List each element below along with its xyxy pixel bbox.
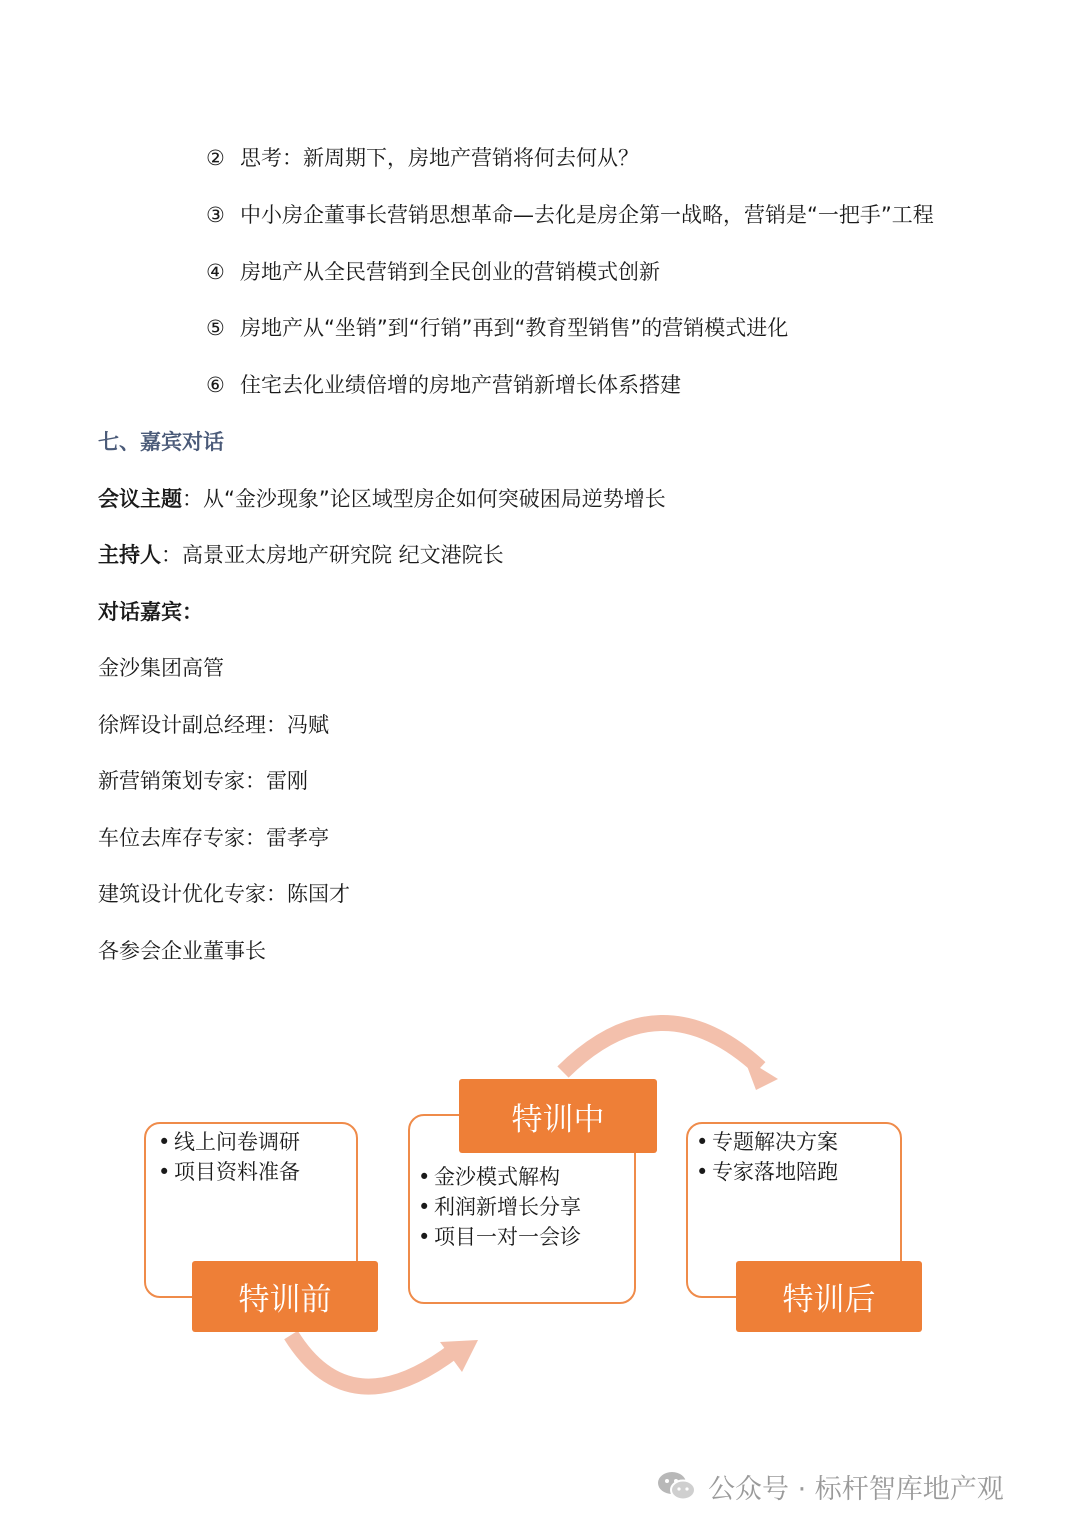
guest-item: 车位去库存专家：雷孝亭 (98, 826, 329, 850)
wechat-icon (656, 1468, 698, 1504)
during-label: 特训中 (459, 1079, 657, 1153)
bullet-item: • 专题解决方案 (696, 1130, 838, 1154)
section-title: 七、嘉宾对话 (98, 430, 224, 454)
arrow-bottom (291, 1335, 455, 1387)
list-item: ② 思考：新周期下，房地产营销将何去何从？ (206, 146, 639, 170)
guest-item: 新营销策划专家：雷刚 (98, 769, 308, 793)
list-item: ③ 中小房企董事长营销思想革命—去化是房企第一战略，营销是“一把手”工程 (206, 203, 934, 227)
meeting-topic: 会议主题：从“金沙现象”论区域型房企如何突破困局逆势增长 (98, 487, 666, 511)
during-bullets (418, 1162, 581, 1252)
before-bullets (158, 1127, 300, 1187)
bullet-item: • 专家落地陪跑 (696, 1160, 838, 1184)
footer-text: 公众号 · 标杆智库地产观 (708, 1473, 1004, 1505)
bullet-item: • 项目资料准备 (158, 1160, 300, 1184)
list-item: ④ 房地产从全民营销到全民创业的营销模式创新 (206, 260, 660, 284)
guest-item: 建筑设计优化专家：陈国才 (98, 882, 350, 906)
list-item: ⑤ 房地产从“坐销”到“行销”再到“教育型销售”的营销模式进化 (206, 316, 789, 340)
guest-item: 金沙集团高管 (98, 656, 224, 680)
footer-watermark (656, 1466, 1004, 1506)
guests-label: 对话嘉宾： (98, 600, 203, 624)
bullet-item: • 线上问卷调研 (158, 1130, 300, 1154)
host-line: 主持人：高景亚太房地产研究院 纪文港院长 (98, 543, 504, 567)
bullet-item: • 项目一对一会诊 (418, 1225, 581, 1249)
arrow-top (563, 1023, 760, 1072)
before-label: 特训前 (192, 1261, 378, 1332)
guest-item: 各参会企业董事长 (98, 939, 266, 963)
after-bullets (696, 1127, 838, 1187)
after-label: 特训后 (736, 1261, 922, 1332)
list-item: ⑥ 住宅去化业绩倍增的房地产营销新增长体系搭建 (206, 373, 681, 397)
bullet-item: • 利润新增长分享 (418, 1195, 581, 1219)
guest-item: 徐辉设计副总经理：冯赋 (98, 713, 329, 737)
bullet-item: • 金沙模式解构 (418, 1165, 560, 1189)
